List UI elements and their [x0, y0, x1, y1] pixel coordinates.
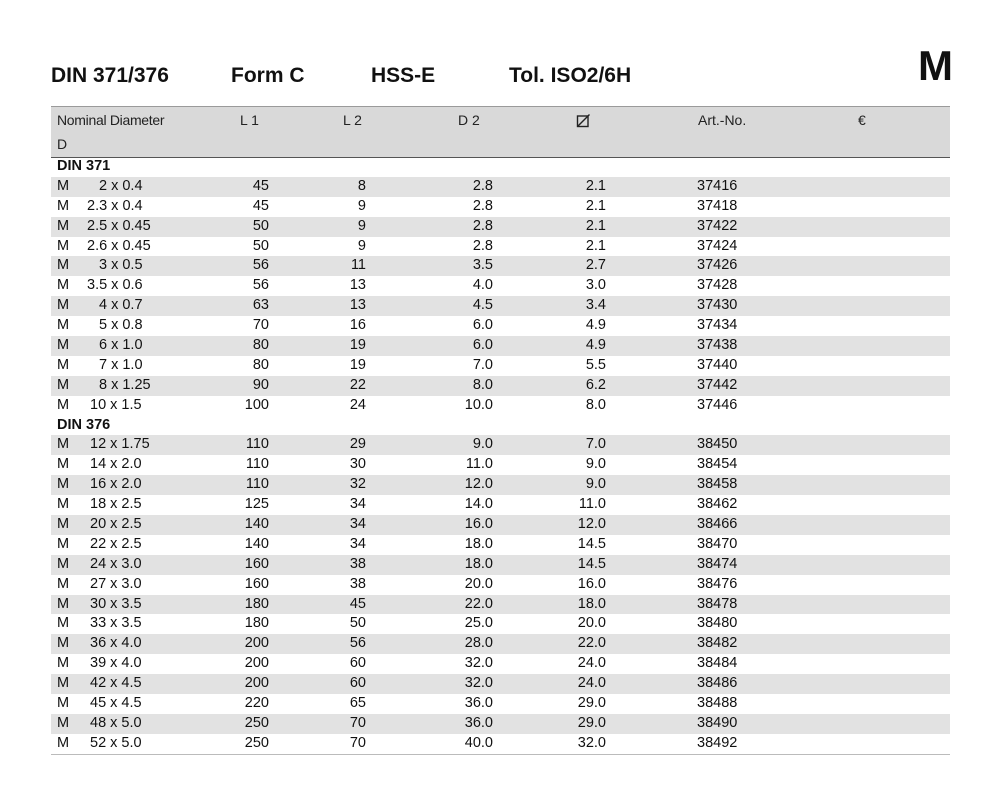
cell-d2: 18.0: [464, 555, 493, 572]
cell-d2: 7.0: [472, 356, 493, 373]
cell-l2: 60: [349, 675, 366, 692]
cell-d2: 4.0: [472, 277, 493, 294]
cell-l2: 70: [349, 734, 366, 751]
cell-square: 9.0: [585, 476, 606, 493]
cell-d2: 36.0: [464, 714, 493, 731]
cell-square: 22.0: [577, 635, 606, 652]
cell-size: 36 x 4.0: [90, 635, 142, 652]
cell-square: 8.0: [585, 396, 606, 413]
cell-thread-type: M: [57, 356, 70, 373]
table-header: [51, 106, 950, 158]
table-row: [51, 256, 950, 276]
document-title-bar: [51, 60, 951, 92]
cell-l2: 34: [349, 516, 366, 533]
cell-l2: 22: [349, 376, 366, 393]
cell-size: 2.3 x 0.4: [87, 197, 143, 214]
cell-square: 2.1: [585, 177, 606, 194]
section-header-row: [51, 157, 950, 177]
cell-size: 6 x 1.0: [99, 337, 143, 354]
table-row: [51, 555, 950, 575]
cell-article-number: 38488: [697, 695, 738, 712]
cell-article-number: 37428: [697, 277, 738, 294]
cell-d2: 14.0: [464, 496, 493, 513]
cell-thread-type: M: [57, 535, 70, 552]
cell-l2: 16: [349, 317, 366, 334]
cell-d2: 6.0: [472, 337, 493, 354]
cell-square: 7.0: [585, 436, 606, 453]
cell-l2: 38: [349, 555, 366, 572]
cell-thread-type: M: [57, 277, 70, 294]
cell-size: 27 x 3.0: [90, 575, 142, 592]
cell-square: 14.5: [577, 555, 606, 572]
cell-square: 3.0: [585, 277, 606, 294]
section-header-row: [51, 416, 950, 436]
cell-l1: 45: [252, 197, 269, 214]
cell-article-number: 37422: [697, 217, 738, 234]
cell-square: 9.0: [585, 456, 606, 473]
cell-thread-type: M: [57, 456, 70, 473]
cell-size: 2 x 0.4: [99, 177, 143, 194]
table-row: [51, 575, 950, 595]
cell-thread-type: M: [57, 675, 70, 692]
cell-l2: 8: [357, 177, 366, 194]
header-article-number: Art.-No.: [698, 112, 747, 128]
cell-l1: 180: [244, 615, 269, 632]
cell-size: 10 x 1.5: [90, 396, 142, 413]
cell-d2: 2.8: [472, 237, 493, 254]
cell-thread-type: M: [57, 197, 70, 214]
cell-l1: 140: [244, 535, 269, 552]
cell-thread-type: M: [57, 476, 70, 493]
cell-size: 22 x 2.5: [90, 535, 142, 552]
cell-article-number: 38462: [697, 496, 738, 513]
cell-square: 12.0: [577, 516, 606, 533]
cell-article-number: 38454: [697, 456, 738, 473]
cell-l1: 80: [252, 337, 269, 354]
cell-l1: 90: [252, 376, 269, 393]
header-l1: L 1: [240, 112, 259, 128]
title-form: Form C: [231, 64, 305, 87]
cell-square: 2.1: [585, 197, 606, 214]
cell-l1: 80: [252, 356, 269, 373]
cell-l1: 63: [252, 297, 269, 314]
cell-article-number: 38486: [697, 675, 738, 692]
cell-article-number: 38474: [697, 555, 738, 572]
cell-thread-type: M: [57, 516, 70, 533]
cell-l2: 32: [349, 476, 366, 493]
cell-l1: 250: [244, 714, 269, 731]
cell-square: 4.9: [585, 317, 606, 334]
cell-l2: 38: [349, 575, 366, 592]
cell-size: 48 x 5.0: [90, 714, 142, 731]
cell-article-number: 37440: [697, 356, 738, 373]
table-row: [51, 276, 950, 296]
table-row: [51, 396, 950, 416]
cell-d2: 4.5: [472, 297, 493, 314]
cell-d2: 36.0: [464, 695, 493, 712]
cell-thread-type: M: [57, 376, 70, 393]
title-material: HSS-E: [371, 64, 436, 87]
cell-l2: 9: [357, 217, 366, 234]
cell-square: 4.9: [585, 337, 606, 354]
cell-d2: 32.0: [464, 675, 493, 692]
cell-size: 16 x 2.0: [90, 476, 142, 493]
cell-l2: 65: [349, 695, 366, 712]
cell-square: 6.2: [585, 376, 606, 393]
cell-article-number: 37426: [697, 257, 738, 274]
cell-l2: 30: [349, 456, 366, 473]
cell-l1: 200: [244, 655, 269, 672]
cell-d2: 2.8: [472, 177, 493, 194]
cell-article-number: 38466: [697, 516, 738, 533]
cell-l1: 70: [252, 317, 269, 334]
table-row: [51, 734, 950, 754]
table-row: [51, 634, 950, 654]
table-row: [51, 316, 950, 336]
cell-l2: 11: [350, 257, 366, 274]
cell-article-number: 38450: [697, 436, 738, 453]
cell-l2: 19: [349, 356, 366, 373]
cell-square: 5.5: [585, 356, 606, 373]
cell-d2: 6.0: [472, 317, 493, 334]
cell-size: 20 x 2.5: [90, 516, 142, 533]
table-row: [51, 714, 950, 734]
cell-l1: 200: [244, 635, 269, 652]
cell-article-number: 38458: [697, 476, 738, 493]
cell-d2: 32.0: [464, 655, 493, 672]
square-dimension-icon: [576, 112, 590, 128]
header-price: €: [858, 112, 866, 128]
cell-l1: 220: [244, 695, 269, 712]
cell-size: 3.5 x 0.6: [87, 277, 143, 294]
cell-l1: 110: [245, 476, 269, 493]
cell-square: 24.0: [577, 655, 606, 672]
cell-l2: 56: [349, 635, 366, 652]
cell-l1: 110: [245, 436, 269, 453]
cell-square: 20.0: [577, 615, 606, 632]
header-d2: D 2: [458, 112, 480, 128]
cell-size: 7 x 1.0: [99, 356, 143, 373]
cell-thread-type: M: [57, 635, 70, 652]
cell-thread-type: M: [57, 337, 70, 354]
cell-size: 42 x 4.5: [90, 675, 142, 692]
cell-size: 2.6 x 0.45: [87, 237, 151, 254]
cell-thread-type: M: [57, 615, 70, 632]
cell-d2: 10.0: [464, 396, 493, 413]
title-tolerance: Tol. ISO2/6H: [509, 64, 632, 87]
cell-article-number: 38470: [697, 535, 738, 552]
cell-square: 16.0: [577, 575, 606, 592]
cell-size: 4 x 0.7: [99, 297, 143, 314]
table-row: [51, 495, 950, 515]
table-row: [51, 614, 950, 634]
cell-thread-type: M: [57, 257, 70, 274]
table-row: [51, 674, 950, 694]
cell-d2: 9.0: [472, 436, 493, 453]
table-row: [51, 336, 950, 356]
cell-article-number: 37424: [697, 237, 738, 254]
cell-l1: 56: [252, 257, 269, 274]
cell-l2: 13: [349, 277, 366, 294]
section-label: DIN 376: [57, 416, 111, 433]
header-nominal-sub: D: [57, 136, 68, 152]
cell-l2: 34: [349, 496, 366, 513]
cell-size: 8 x 1.25: [99, 376, 151, 393]
cell-l2: 50: [349, 615, 366, 632]
table-row: [51, 177, 950, 197]
cell-l2: 60: [349, 655, 366, 672]
cell-d2: 2.8: [472, 217, 493, 234]
cell-l2: 13: [349, 297, 366, 314]
cell-l1: 140: [244, 516, 269, 533]
cell-d2: 16.0: [464, 516, 493, 533]
cell-size: 45 x 4.5: [90, 695, 142, 712]
cell-l2: 9: [357, 197, 366, 214]
cell-article-number: 38476: [697, 575, 738, 592]
cell-l1: 160: [244, 555, 269, 572]
cell-d2: 40.0: [464, 734, 493, 751]
cell-article-number: 38478: [697, 595, 738, 612]
cell-thread-type: M: [57, 714, 70, 731]
cell-l2: 45: [349, 595, 366, 612]
cell-l1: 110: [245, 456, 269, 473]
table-row: [51, 376, 950, 396]
cell-l2: 34: [349, 535, 366, 552]
cell-size: 12 x 1.75: [90, 436, 150, 453]
cell-square: 2.7: [585, 257, 606, 274]
cell-size: 18 x 2.5: [90, 496, 142, 513]
cell-thread-type: M: [57, 555, 70, 572]
cell-l1: 50: [252, 217, 269, 234]
cell-square: 29.0: [577, 714, 606, 731]
cell-square: 3.4: [585, 297, 606, 314]
cell-d2: 28.0: [464, 635, 493, 652]
cell-d2: 22.0: [464, 595, 493, 612]
cell-size: 5 x 0.8: [99, 317, 143, 334]
cell-article-number: 38484: [697, 655, 738, 672]
cell-square: 29.0: [577, 695, 606, 712]
corner-letter: M: [918, 42, 953, 89]
cell-thread-type: M: [57, 297, 70, 314]
cell-l1: 160: [244, 575, 269, 592]
cell-thread-type: M: [57, 655, 70, 672]
cell-thread-type: M: [57, 317, 70, 334]
cell-l2: 24: [349, 396, 366, 413]
cell-l1: 56: [252, 277, 269, 294]
header-nominal-diameter: Nominal Diameter: [57, 112, 165, 128]
cell-l2: 19: [349, 337, 366, 354]
table-row: [51, 515, 950, 535]
cell-square: 18.0: [577, 595, 606, 612]
cell-d2: 3.5: [472, 257, 493, 274]
cell-article-number: 37434: [697, 317, 738, 334]
cell-l1: 100: [244, 396, 269, 413]
table-row: [51, 535, 950, 555]
cell-thread-type: M: [57, 436, 70, 453]
cell-l2: 9: [357, 237, 366, 254]
cell-size: 30 x 3.5: [90, 595, 142, 612]
cell-d2: 11.0: [465, 456, 493, 473]
cell-d2: 8.0: [472, 376, 493, 393]
table-row: [51, 356, 950, 376]
cell-d2: 25.0: [464, 615, 493, 632]
cell-l1: 250: [244, 734, 269, 751]
cell-article-number: 37442: [697, 376, 738, 393]
cell-thread-type: M: [57, 575, 70, 592]
cell-thread-type: M: [57, 217, 70, 234]
table-row: [51, 475, 950, 495]
cell-l2: 29: [349, 436, 366, 453]
cell-l1: 180: [244, 595, 269, 612]
cell-square: 11.0: [578, 496, 606, 513]
header-l2: L 2: [343, 112, 362, 128]
cell-size: 14 x 2.0: [90, 456, 142, 473]
cell-size: 33 x 3.5: [90, 615, 142, 632]
table-row: [51, 296, 950, 316]
cell-square: 32.0: [577, 734, 606, 751]
cell-thread-type: M: [57, 695, 70, 712]
table-bottom-rule: [51, 754, 950, 755]
cell-size: 2.5 x 0.45: [87, 217, 151, 234]
table-row: [51, 694, 950, 714]
cell-d2: 2.8: [472, 197, 493, 214]
cell-square: 24.0: [577, 675, 606, 692]
cell-article-number: 37446: [697, 396, 738, 413]
cell-thread-type: M: [57, 177, 70, 194]
table-row: [51, 217, 950, 237]
cell-thread-type: M: [57, 237, 70, 254]
cell-size: 52 x 5.0: [90, 734, 142, 751]
cell-article-number: 37430: [697, 297, 738, 314]
title-standard: DIN 371/376: [51, 64, 169, 87]
table-row: [51, 595, 950, 615]
cell-article-number: 38482: [697, 635, 738, 652]
cell-d2: 18.0: [464, 535, 493, 552]
cell-article-number: 37418: [697, 197, 738, 214]
table-row: [51, 435, 950, 455]
cell-l2: 70: [349, 714, 366, 731]
cell-thread-type: M: [57, 595, 70, 612]
cell-square: 14.5: [577, 535, 606, 552]
cell-article-number: 38490: [697, 714, 738, 731]
cell-article-number: 38492: [697, 734, 738, 751]
cell-size: 39 x 4.0: [90, 655, 142, 672]
cell-thread-type: M: [57, 396, 70, 413]
cell-square: 2.1: [585, 237, 606, 254]
cell-d2: 20.0: [464, 575, 493, 592]
table-row: [51, 654, 950, 674]
cell-l1: 125: [244, 496, 269, 513]
product-table: [51, 157, 950, 754]
cell-article-number: 37438: [697, 337, 738, 354]
cell-thread-type: M: [57, 496, 70, 513]
table-row: [51, 237, 950, 257]
cell-size: 3 x 0.5: [99, 257, 143, 274]
table-row: [51, 455, 950, 475]
cell-l1: 50: [252, 237, 269, 254]
cell-size: 24 x 3.0: [90, 555, 142, 572]
cell-l1: 45: [252, 177, 269, 194]
section-label: DIN 371: [57, 158, 111, 174]
table-row: [51, 197, 950, 217]
cell-d2: 12.0: [464, 476, 493, 493]
cell-thread-type: M: [57, 734, 70, 751]
cell-article-number: 38480: [697, 615, 738, 632]
cell-square: 2.1: [585, 217, 606, 234]
cell-article-number: 37416: [697, 177, 738, 194]
cell-l1: 200: [244, 675, 269, 692]
